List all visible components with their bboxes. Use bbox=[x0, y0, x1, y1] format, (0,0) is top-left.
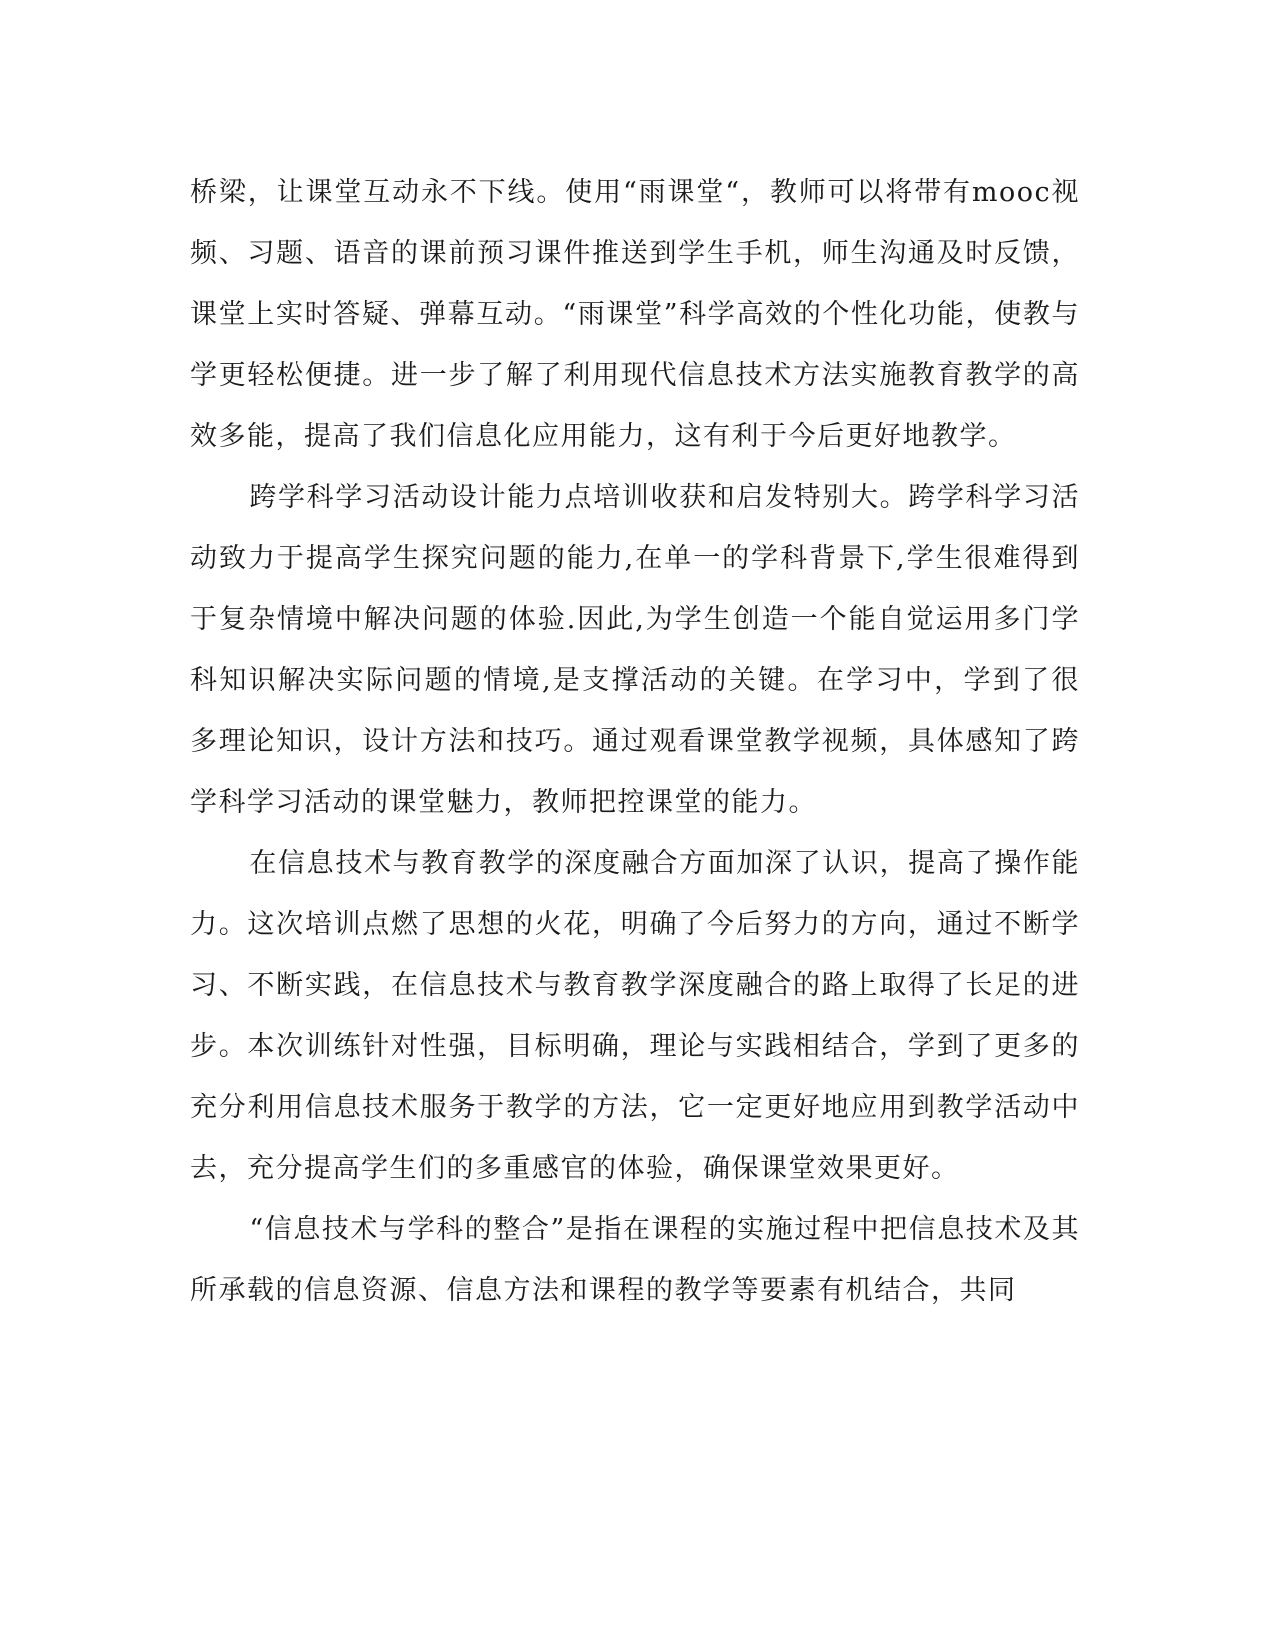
paragraph-interdisciplinary-learning: 跨学科学习活动设计能力点培训收获和启发特别大。跨学科学习活动致力于提高学生探究问题的能力,在单一的学科背景下,学生很难得到于复杂情境中解决问题的体验.因此,为学生创造一个能自觉运用多门学科知识解决实际问题的情境,是支撑活动的关键。在学习中，学到了很多理论知识，设计方法和技巧。通过观看课堂教学视频，具体感知了跨学科学习活动的课堂魅力，教师把控课堂的能力。 bbox=[190, 482, 1080, 818]
paragraph-deep-integration: 在信息技术与教育教学的深度融合方面加深了认识，提高了操作能力。这次培训点燃了思想的火花，明确了今后努力的方向，通过不断学习、不断实践，在信息技术与教育教学深度融合的路上取得了长足的进步。本次训练针对性强，目标明确，理论与实践相结合，学到了更多的充分利用信息技术服务于教学的方法，它一定更好地应用到教学活动中去，充分提高学生们的多重感官的体验，确保课堂效果更好。 bbox=[190, 848, 1080, 1184]
paragraph-it-subject-integration: “信息技术与学科的整合”是指在课程的实施过程中把信息技术及其所承载的信息资源、信息方法和课程的教学等要素有机结合，共同 bbox=[190, 1214, 1080, 1306]
paragraph-bridge-rain-classroom: 桥梁，让课堂互动永不下线。使用“雨课堂“，教师可以将带有mooc视频、习题、语音的课前预习课件推送到学生手机，师生沟通及时反馈，课堂上实时答疑、弹幕互动。“雨课堂”科学高效的个性化功能，使教与学更轻松便捷。进一步了解了利用现代信息技术方法实施教育教学的高效多能，提高了我们信息化应用能力，这有利于今后更好地教学。 bbox=[190, 177, 1080, 452]
document-body bbox=[190, 162, 1080, 1321]
